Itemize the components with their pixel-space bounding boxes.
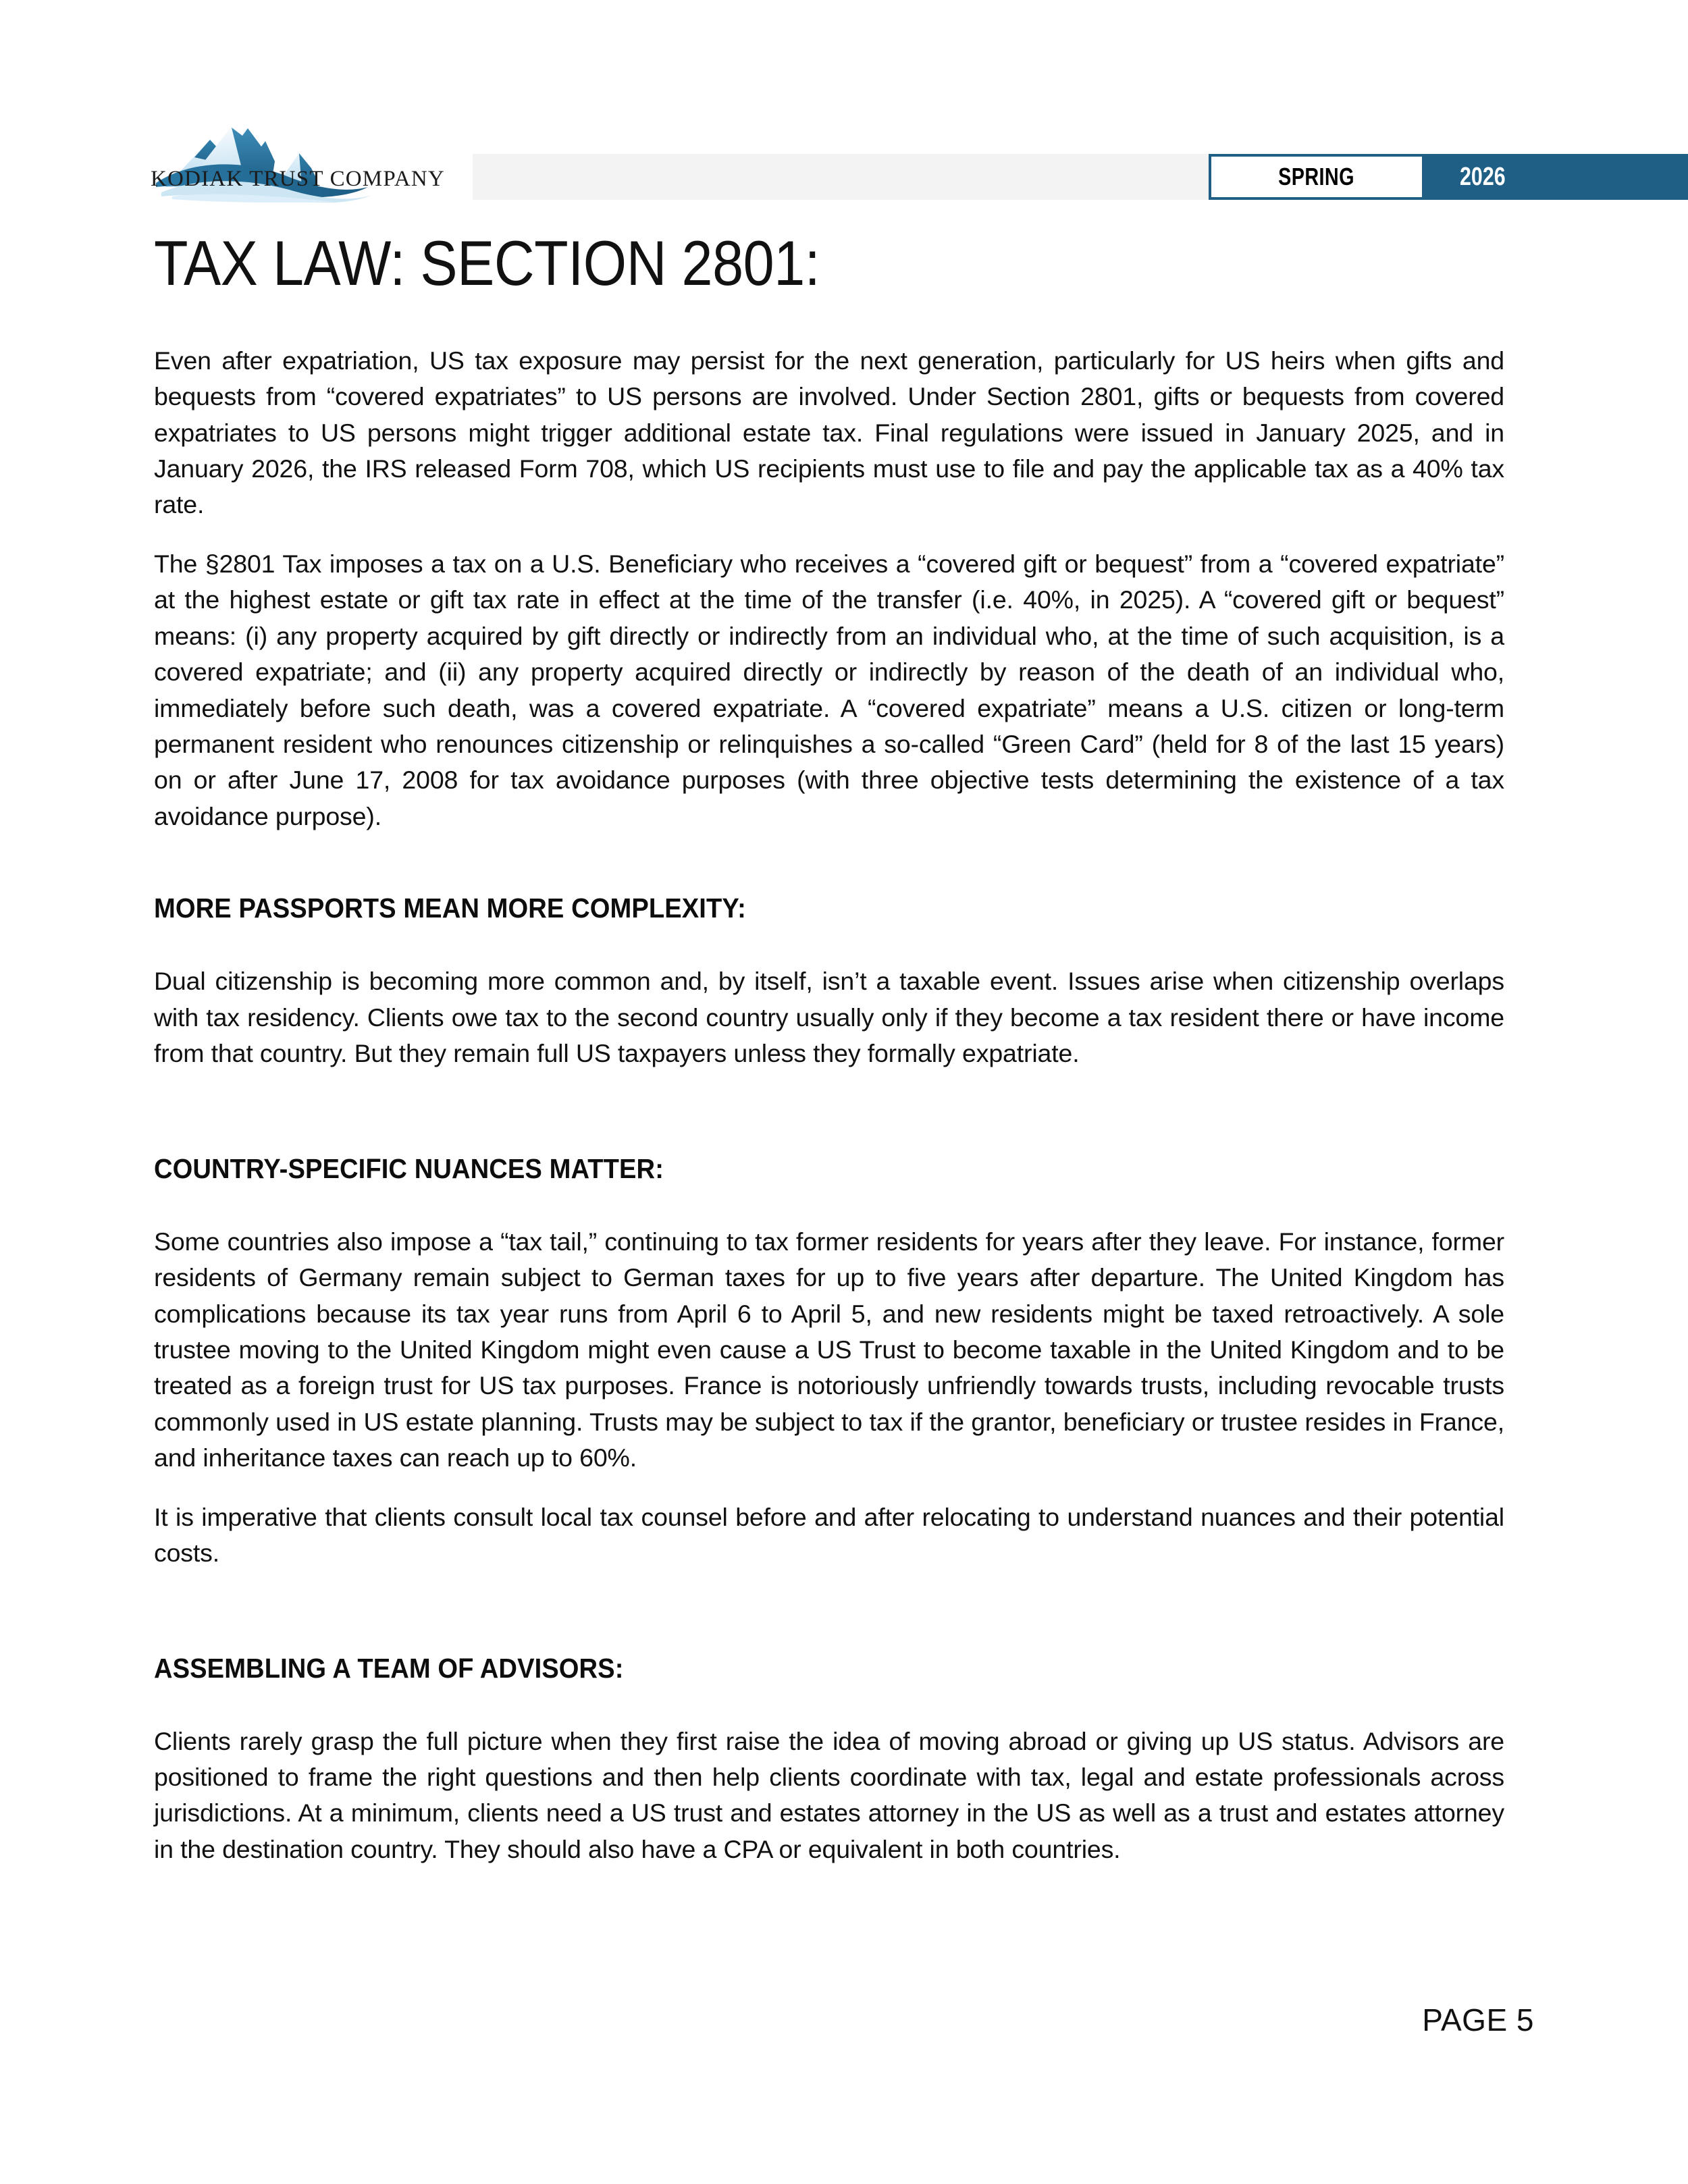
issue-season-label: SPRING (1278, 163, 1355, 190)
section-country-paragraph-1: Some countries also impose a “tax tail,” continuing to tax former residents for years after they leave. For instance, former residents of Germany remain subject to German taxes for up to five years after departure. The United Kingdom has complications because its tax year runs from April 6 to April 5, and new residents might be taxed retroactively. A sole trustee moving to the United Kingdom might even cause a US Trust to become taxable in the United Kingdom and to be treated as a foreign trust for US tax purposes. France is notoriously unfriendly towards trusts, including revocable trusts commonly used in US estate planning. Trusts may be subject to tax if the grantor, beneficiary or trustee resides in France, and inheritance taxes can reach up to 60%. (154, 1227, 1504, 1472)
document-body (154, 230, 1504, 1867)
section-heading-advisors: ASSEMBLING A TEAM OF ADVISORS: (154, 1652, 624, 1684)
intro-paragraph-1: Even after expatriation, US tax exposure may persist for the next generation, particularly for US heirs when gifts and bequests from “covered expatriates” to US persons are involved. Under Section 2801, gifts or bequests from covered expatriates to US persons might trigger additional estate tax. Final regulations were issued in January 2025, and in January 2026, the IRS released Form 708, which US recipients must use to file and pay the applicable tax as a 40% tax rate. (154, 346, 1504, 519)
page-title: TAX LAW: SECTION 2801: (154, 228, 820, 298)
section-advisors-paragraph-1: Clients rarely grasp the full picture when they first raise the idea of moving abroad or giving up US status. Advisors are positioned to frame the right questions and then help clients coordinate with tax, legal and estate professionals across jurisdictions. At a minimum, clients need a US trust and estates attorney in the US as well as a trust and estates attorney in the destination country. They should also have a CPA or equivalent in both countries. (154, 1726, 1504, 1863)
issue-year-label: 2026 (1460, 162, 1506, 191)
section-heading-passports: MORE PASSPORTS MEAN MORE COMPLEXITY: (154, 893, 746, 924)
intro-paragraph-2: The §2801 Tax imposes a tax on a U.S. Beneficiary who receives a “covered gift or bequest” from a “covered expatriate” at the highest estate or gift tax rate in effect at the time of the transfer (i.e. 40%, in 2025). A “covered gift or bequest” means: (i) any property acquired by gift directly or indirectly from an individual who, at the time of such acquisition, is a covered expatriate; and (ii) any property acquired directly or indirectly by reason of the death of an individual who, immediately before such death, was a covered expatriate. A “covered expatriate” means a U.S. citizen or long-term permanent resident who renounces citizenship or relinquishes a so-called “Green Card” (held for 8 of the last 15 years) on or after June 17, 2008 for tax avoidance purposes (with three objective tests determining the existence of a tax avoidance purpose). (154, 549, 1504, 830)
section-country-paragraph-2: It is imperative that clients consult local tax counsel before and after relocating to understand nuances and their potential costs. (154, 1502, 1504, 1568)
issue-season-tab (1209, 154, 1425, 200)
issue-tabs (1209, 154, 1688, 200)
section-passports-paragraph-1: Dual citizenship is becoming more common and, by itself, isn’t a taxable event. Issues arise when citizenship overlaps with tax residency. Clients owe tax to the second country usually only if they become a tax resident there or have income from that country. But they remain full US taxpayers unless they formally expatriate. (154, 967, 1504, 1068)
page-header (0, 0, 1688, 216)
company-name: KODIAK TRUST COMPANY (151, 167, 445, 191)
company-logo (145, 111, 445, 203)
section-heading-country-nuances: COUNTRY-SPECIFIC NUANCES MATTER: (154, 1152, 664, 1184)
issue-year-tab (1425, 154, 1688, 200)
page-number: PAGE 5 (1422, 2002, 1534, 2037)
